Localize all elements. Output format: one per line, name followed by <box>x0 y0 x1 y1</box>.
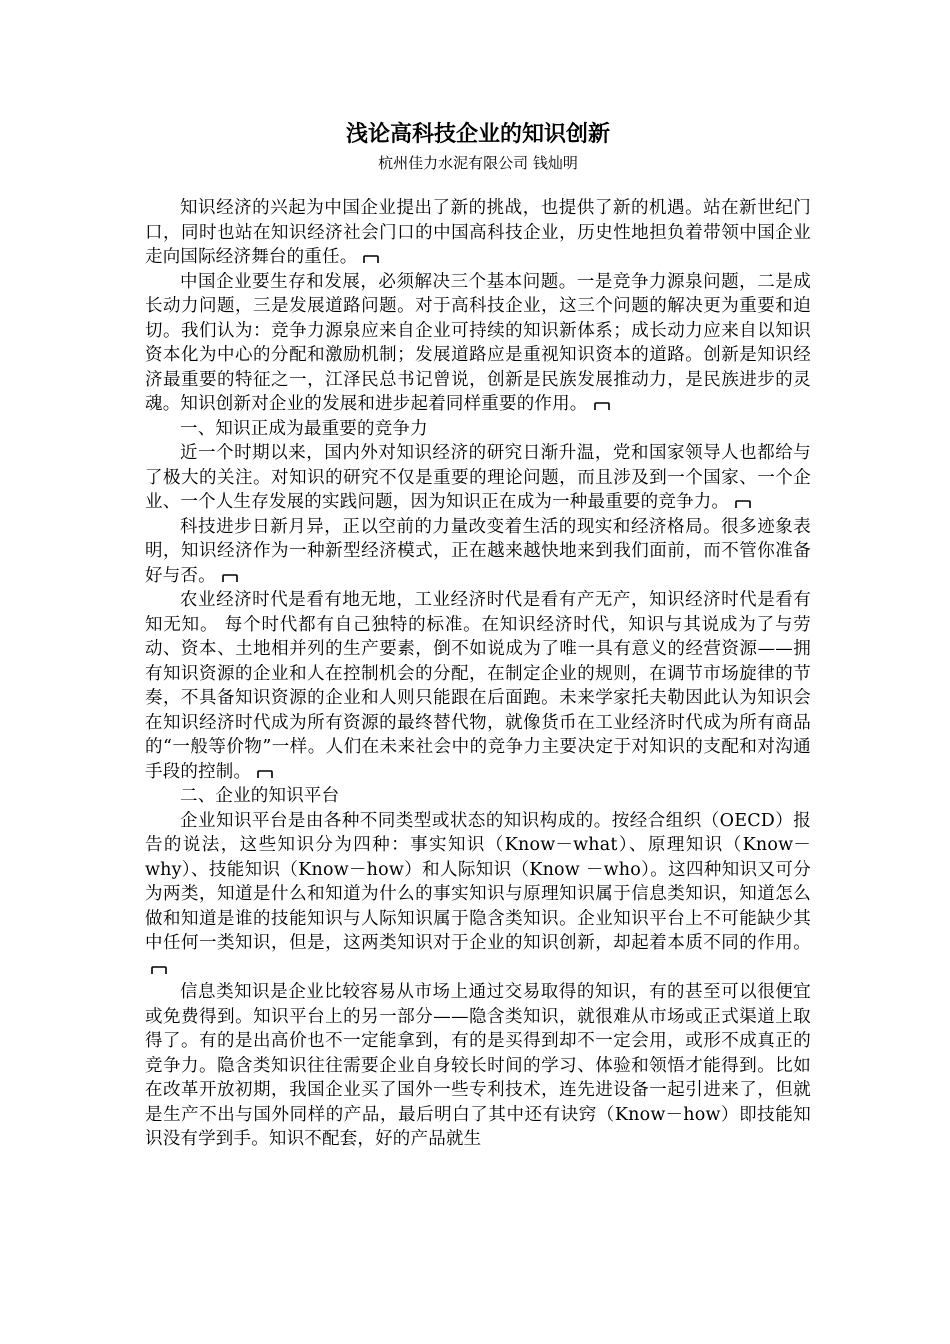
body-paragraph <box>145 196 811 270</box>
body-paragraph <box>145 588 811 784</box>
document-page <box>145 118 811 1152</box>
body-paragraph <box>145 515 811 589</box>
paragraph-text: 知识经济的兴起为中国企业提出了新的挑战，也提供了新的机遇。站在新世纪门口，同时也站在知识经济社会门口的中国高科技企业，历史性地担负着带领中国企业走向国际经济舞台的重任。 <box>145 198 811 267</box>
paragraph-mark-icon <box>257 770 273 779</box>
document-body <box>145 196 811 1152</box>
paragraph-text: 农业经济时代是看有地无地，工业经济时代是看有产无产，知识经济时代是看有知无知。 每个时代都有自己独特的标准。在知识经济时代，知识与其说成为了与劳动、资本、土地相并列的生产要素，倒不如说成为了唯一具有意义的经营资源——拥有知识资源的企业和人在控制机会的分配，在制定企业的规则，在调节市场旋律的节奏，不具备知识资源的企业和人则只能跟在后面跑。未来学家托夫勒因此认为知识会在知识经济时代成为所有资源的最终替代物，就像货币在工业经济时代成为所有商品的“一般等价物”一样。人们在未来社会中的竞争力主要决定于对知识的支配和对沟通手段的控制。 <box>145 590 811 782</box>
section-heading <box>145 417 811 442</box>
paragraph-mark-icon <box>151 966 167 975</box>
body-paragraph <box>145 980 811 1152</box>
document-title: 浅论高科技企业的知识创新 <box>345 122 610 147</box>
paragraph-text: 二、企业的知识平台 <box>180 786 340 806</box>
body-paragraph <box>145 809 811 981</box>
author-line: 杭州佳力水泥有限公司 钱灿明 <box>378 154 578 172</box>
paragraph-mark-icon <box>363 255 379 264</box>
paragraph-text: 中国企业要生存和发展，必须解决三个基本问题。一是竞争力源泉问题，二是成长动力问题，三是发展道路问题。对于高科技企业，这三个问题的解决更为重要和迫切。我们认为：竞争力源泉应来自企业可持续的知识新体系；成长动力应来自以知识资本化为中心的分配和激励机制；发展道路应是重视知识资本的道路。创新是知识经济最重要的特征之一，江泽民总书记曾说，创新是民族发展推动力，是民族进步的灵魂。知识创新对企业的发展和进步起着同样重要的作用。 <box>145 271 811 414</box>
paragraph-mark-icon <box>735 500 751 509</box>
paragraph-text: 一、知识正成为最重要的竞争力 <box>180 418 428 439</box>
body-paragraph <box>145 441 811 515</box>
paragraph-mark-icon <box>594 402 610 411</box>
paragraph-mark-icon <box>222 574 238 583</box>
paragraph-text: 企业知识平台是由各种不同类型或状态的知识构成的。按经合组织（OECD）报告的说法，这些知识分为四种：事实知识（Know－what）、原理知识（Know－why）、技能知识（Know－how）和人际知识（Know －who）。这四种知识又可分为两类，知道是什么和知道为什么的事实知识与原理知识属于信息类知识，知道怎么做和知道是谁的技能知识与人际知识属于隐含类知识。企业知识平台上不可能缺少其中任何一类知识，但是，这两类知识对于企业的知识创新，却起着本质不同的作用。 <box>145 810 811 953</box>
section-heading <box>145 784 811 809</box>
paragraph-text: 近一个时期以来，国内外对知识经济的研究日渐升温，党和国家领导人也都给与了极大的关注。对知识的研究不仅是重要的理论问题，而且涉及到一个国家、一个企业、一个人生存发展的实践问题，因为知识正在成为一种最重要的竞争力。 <box>145 443 811 512</box>
paragraph-text: 信息类知识是企业比较容易从市场上通过交易取得的知识，有的甚至可以很便宜或免费得到。知识平台上的另一部分——隐含类知识，就很难从市场或正式渠道上取得了。有的是出高价也不一定能拿到，有的是买得到却不一定会用，或形不成真正的竞争力。隐含类知识往往需要企业自身较长时间的学习、体验和领悟才能得到。比如在改革开放初期，我国企业买了国外一些专利技术，连先进设备一起引进来了，但就是生产不出与国外同样的产品，最后明白了其中还有诀窍（Know－how）即技能知识没有学到手。知识不配套，好的产品就生 <box>145 982 811 1149</box>
body-paragraph <box>145 270 811 417</box>
paragraph-text: 科技进步日新月异，正以空前的力量改变着生活的现实和经济格局。很多迹象表明，知识经济作为一种新型经济模式，正在越来越快地来到我们面前，而不管你准备好与否。 <box>145 516 811 586</box>
